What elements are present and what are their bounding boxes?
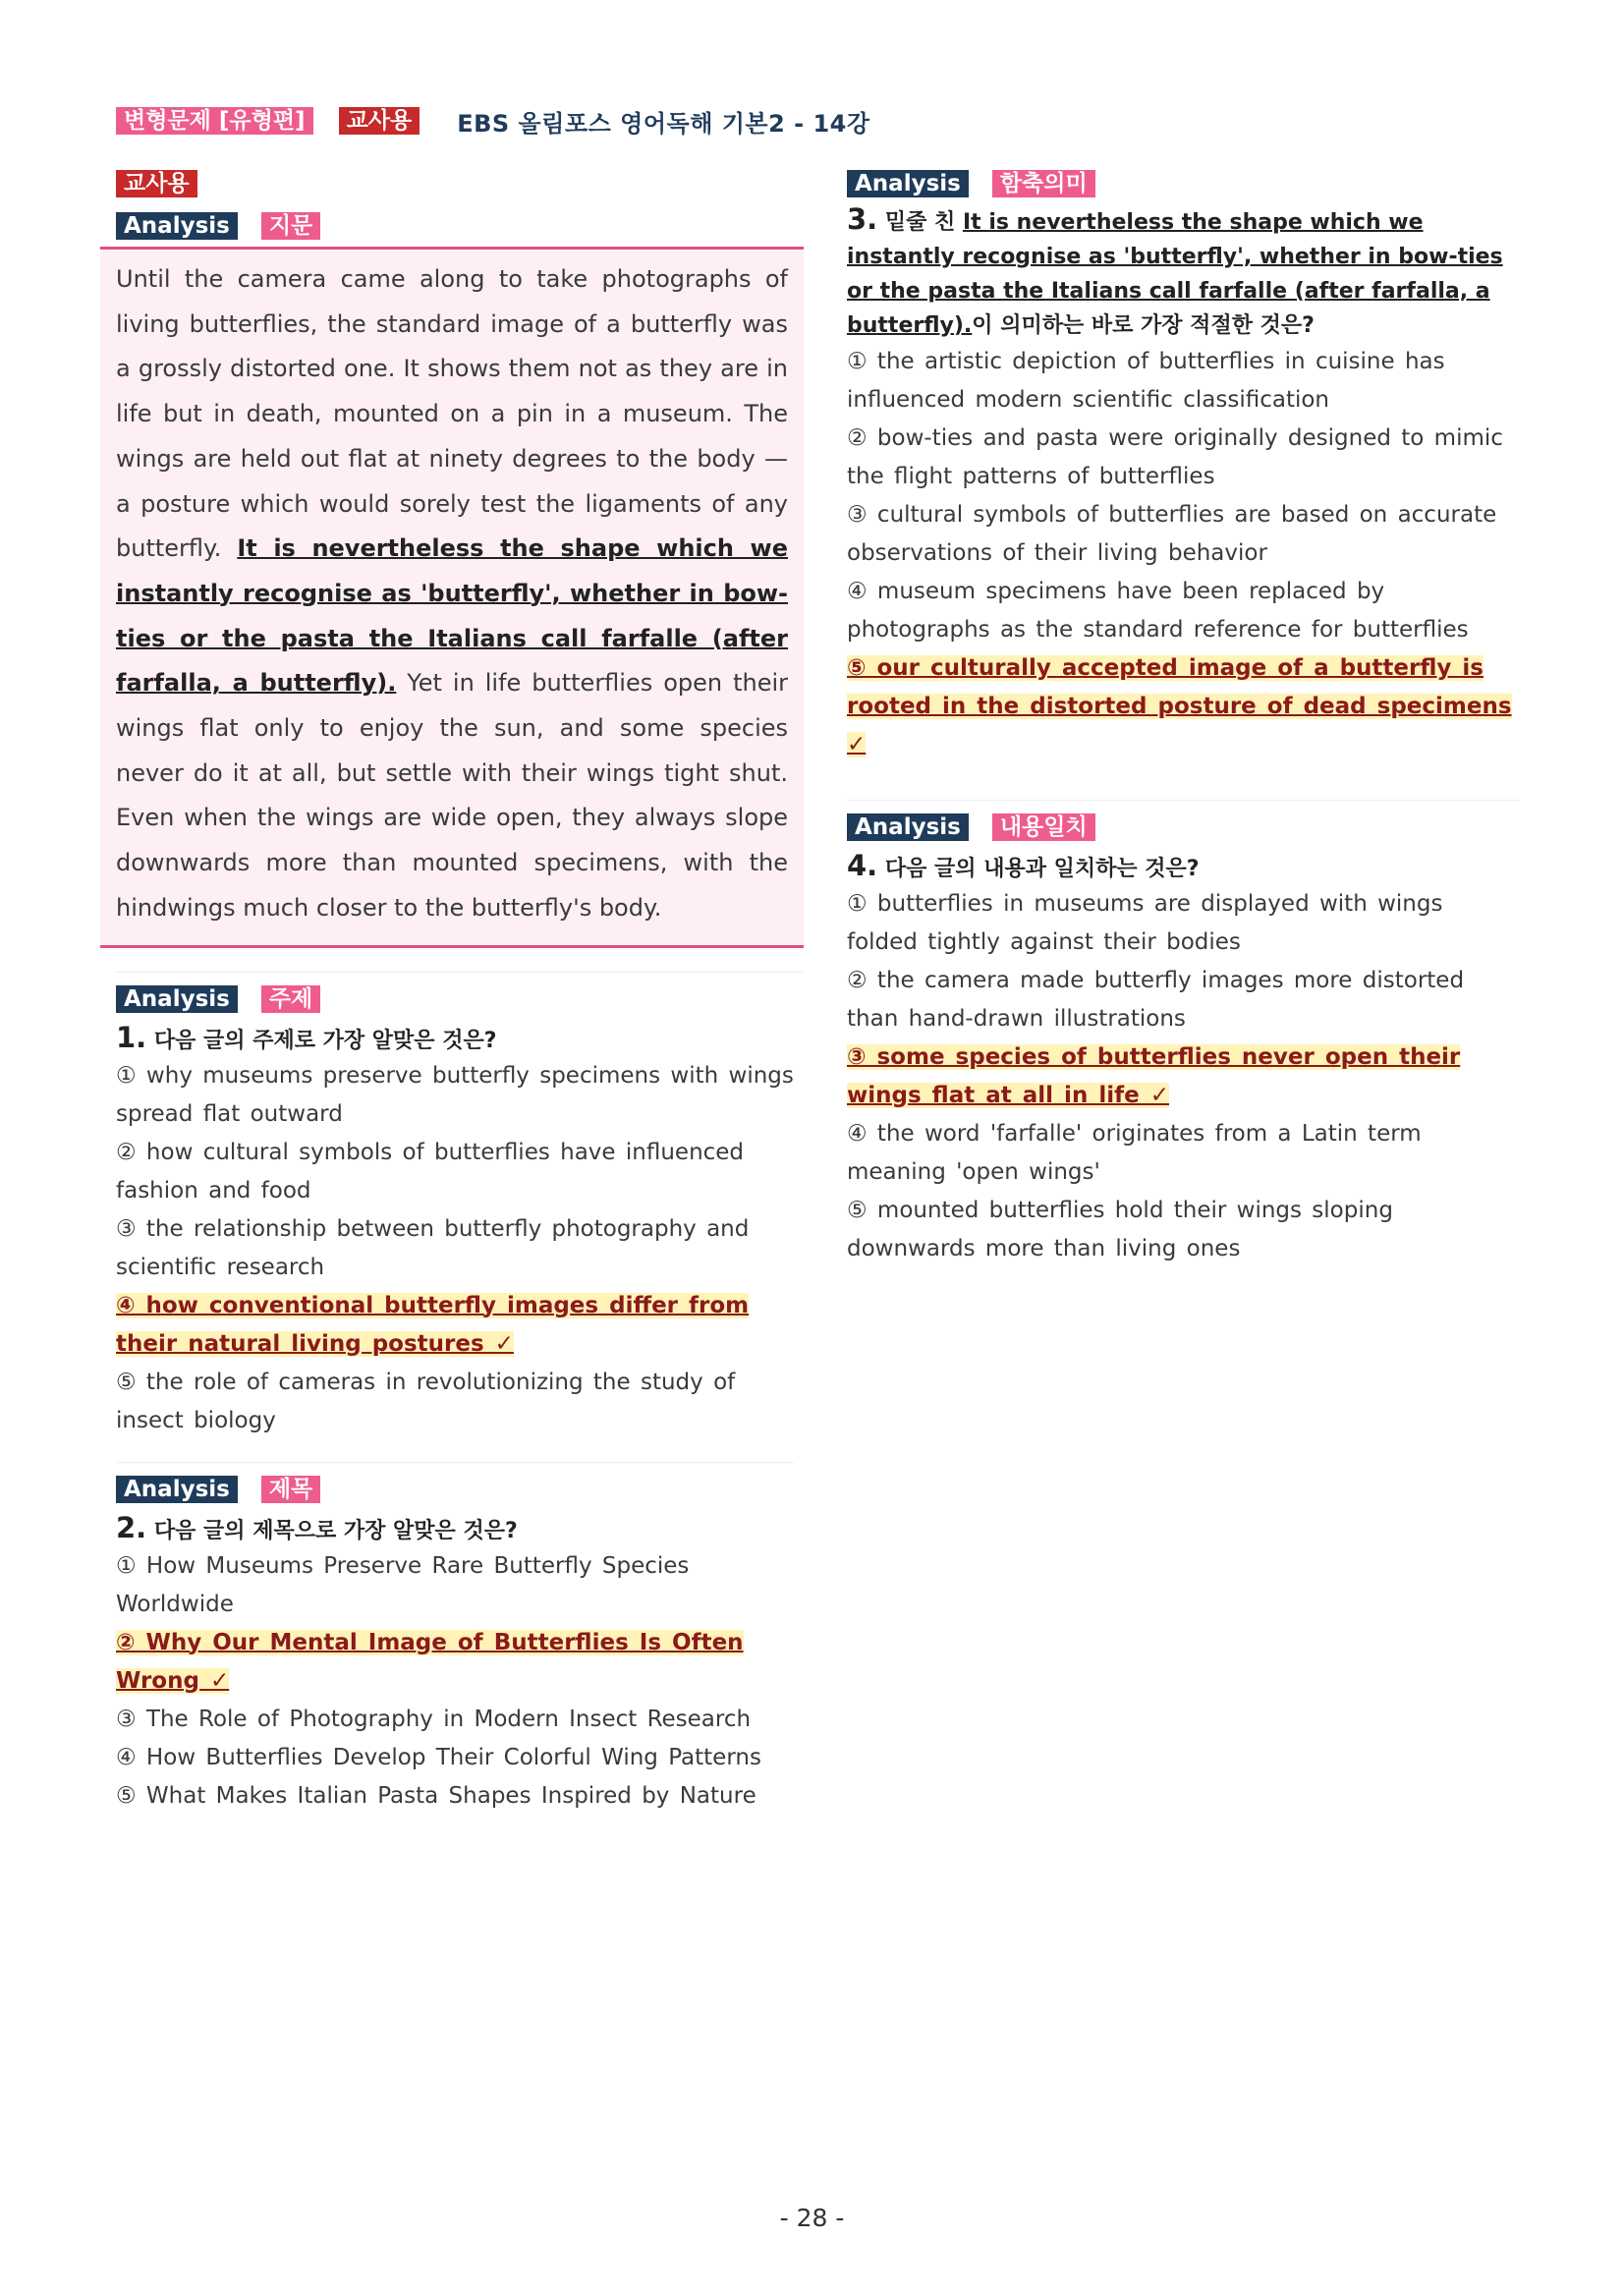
teacher-tag: 교사용: [116, 170, 197, 197]
question-type-tag: 함축의미: [992, 170, 1095, 197]
passage-underlined-sentence: It is nevertheless the shape which we instantly recognise as 'butterfly', whether in bow-ties or the pasta the Italians call farfalle (after farfalla, a butterfly).: [116, 534, 788, 698]
question-3-title: [847, 202, 1520, 343]
question-type-tag: 주제: [261, 985, 320, 1013]
question-text: 다음 글의 내용과 일치하는 것은?: [884, 857, 1200, 881]
question-type-tag: 내용일치: [992, 813, 1095, 841]
question-3-option-3[interactable]: ③ cultural symbols of butterflies are based on accurate observations of their living behavior: [847, 502, 1497, 566]
question-4-title: [847, 850, 1520, 885]
question-4: [847, 812, 1520, 1268]
analysis-tag: Analysis: [116, 1476, 238, 1503]
workbook-type-tag: 변형문제 [유형편]: [116, 107, 313, 135]
analysis-tag: Analysis: [847, 813, 969, 841]
question-2: [116, 1475, 804, 1816]
question-3-option-4[interactable]: ④ museum specimens have been replaced by photographs as the standard reference for butterflies: [847, 579, 1469, 643]
question-1-label-row: [116, 984, 804, 1014]
page-title: EBS 올림포스 영어독해 기본2 - 14강: [457, 109, 870, 138]
page-header: [116, 106, 870, 136]
analysis-tag: Analysis: [847, 170, 969, 197]
question-text: 다음 글의 주제로 가장 알맞은 것은?: [153, 1028, 497, 1053]
right-column: [847, 169, 1520, 1268]
question-1-title: [116, 1022, 804, 1057]
passage-box: [100, 247, 804, 948]
question-1-option-4-correct[interactable]: [116, 1287, 804, 1364]
analysis-tag: Analysis: [116, 985, 238, 1013]
question-4-option-4[interactable]: ④ the word 'farfalle' originates from a Latin term meaning 'open wings': [847, 1121, 1422, 1185]
correct-answer-highlight: ② Why Our Mental Image of Butterflies Is Often Wrong ✓: [116, 1629, 744, 1694]
question-3-label-row: [847, 169, 1520, 198]
question-1-option-5[interactable]: ⑤ the role of cameras in revolutionizing the study of insect biology: [116, 1369, 736, 1433]
question-4-option-2[interactable]: ② the camera made butterfly images more distorted than hand-drawn illustrations: [847, 968, 1465, 1032]
question-number: 3.: [847, 202, 878, 236]
section-divider: [847, 800, 1520, 801]
question-text-post: 이 의미하는 바로 가장 적절한 것은?: [972, 313, 1315, 338]
question-2-option-2-correct[interactable]: [116, 1624, 804, 1701]
question-number: 4.: [847, 849, 878, 882]
passage-type-tag: 지문: [261, 212, 320, 240]
page-number: - 28 -: [779, 2204, 845, 2232]
question-4-label-row: [847, 812, 1520, 842]
question-2-option-1[interactable]: ① How Museums Preserve Rare Butterfly Species Worldwide: [116, 1552, 690, 1617]
passage-text: [116, 257, 788, 931]
question-number: 1.: [116, 1020, 147, 1054]
correct-answer-highlight: ⑤ our culturally accepted image of a butterfly is rooted in the distorted posture of dead specimens ✓: [847, 655, 1512, 757]
left-column: [116, 169, 804, 1816]
question-type-tag: 제목: [261, 1476, 320, 1503]
question-number: 2.: [116, 1510, 147, 1544]
section-divider: [116, 972, 804, 973]
passage-label-row: [116, 211, 804, 241]
question-2-option-5[interactable]: ⑤ What Makes Italian Pasta Shapes Inspired by Nature: [116, 1782, 756, 1809]
correct-answer-highlight: ③ some species of butterflies never open their wings flat at all in life ✓: [847, 1044, 1461, 1108]
question-1: [116, 984, 804, 1440]
question-1-option-3[interactable]: ③ the relationship between butterfly photography and scientific research: [116, 1215, 750, 1280]
passage-text-before: Until the camera came along to take photographs of living butterflies, the standard image of a butterfly was a grossly distorted one. It shows them not as they are in life but in death, mounted on a pin in a museum. The wings are held out flat at ninety degrees to the body — a posture which would sorely test the ligaments of any butterfly.: [116, 265, 788, 563]
teacher-label-row: [116, 169, 804, 198]
question-underlined-phrase: It is nevertheless the shape which we instantly recognise as 'butterfly', whether in bow-ties or the pasta the Italians call farfalle (after farfalla, a butterfly).: [847, 210, 1503, 338]
question-1-option-1[interactable]: ① why museums preserve butterfly specimens with wings spread flat outward: [116, 1062, 794, 1127]
question-text: 다음 글의 제목으로 가장 알맞은 것은?: [153, 1518, 518, 1543]
question-3-option-2[interactable]: ② bow-ties and pasta were originally designed to mimic the flight patterns of butterflies: [847, 425, 1503, 489]
question-text-pre: 밑줄 친: [884, 210, 963, 235]
question-2-title: [116, 1512, 804, 1547]
question-3-option-5-correct[interactable]: [847, 649, 1520, 764]
question-1-option-2[interactable]: ② how cultural symbols of butterflies have influenced fashion and food: [116, 1139, 745, 1204]
question-4-option-5[interactable]: ⑤ mounted butterflies hold their wings sloping downwards more than living ones: [847, 1198, 1393, 1261]
section-divider: [116, 1462, 794, 1463]
analysis-tag: Analysis: [116, 212, 238, 240]
teacher-tag: 교사용: [339, 107, 420, 135]
question-2-option-3[interactable]: ③ The Role of Photography in Modern Insect Research: [116, 1706, 752, 1732]
question-2-option-4[interactable]: ④ How Butterflies Develop Their Colorful Wing Patterns: [116, 1744, 761, 1770]
question-2-label-row: [116, 1475, 804, 1504]
question-3-option-1[interactable]: ① the artistic depiction of butterflies in cuisine has influenced modern scientific classification: [847, 349, 1445, 413]
question-4-option-3-correct[interactable]: [847, 1038, 1520, 1115]
question-3: [847, 169, 1520, 764]
question-4-option-1[interactable]: ① butterflies in museums are displayed with wings folded tightly against their bodies: [847, 891, 1443, 955]
correct-answer-highlight: ④ how conventional butterfly images differ from their natural living postures ✓: [116, 1292, 750, 1357]
passage-text-after: Yet in life butterflies open their wings flat only to enjoy the sun, and some species never do it at all, but settle with their wings tight shut. Even when the wings are wide open, they always slope downwards more than mounted specimens, with the hindwings much closer to the butterfly's body.: [116, 669, 788, 922]
